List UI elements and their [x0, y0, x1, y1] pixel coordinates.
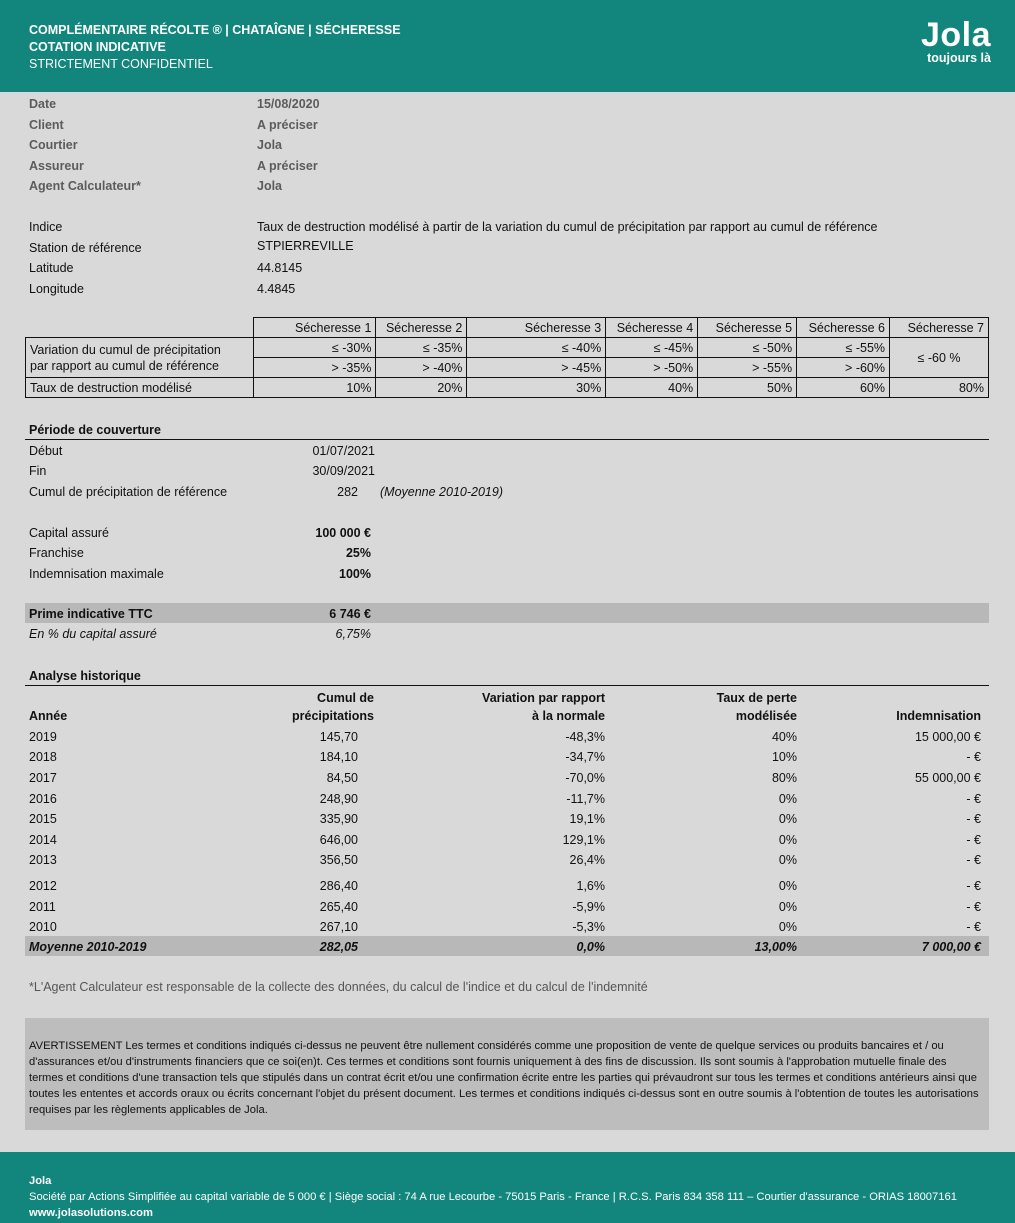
avg-var: 0,0% [576, 940, 605, 954]
row-cumul: 84,50 [326, 771, 358, 785]
row-year: 2010 [29, 920, 57, 934]
history-divider [25, 685, 989, 686]
upper-threshold-4: ≤ -45% [606, 338, 698, 358]
upper-threshold-1: ≤ -30% [253, 338, 376, 358]
col-var-header-2: à la normale [532, 709, 605, 723]
row-cumul: 286,40 [319, 879, 358, 893]
info-value-assureur: A préciser [257, 159, 318, 173]
header-secheresse-4: Sécheresse 4 [606, 318, 698, 338]
variation-label-line-2: par rapport au cumul de référence [30, 358, 219, 373]
row-indemnisation: 55 000,00 € [914, 771, 981, 785]
row-taux: 0% [778, 812, 797, 826]
info-label-date: Date [29, 97, 57, 111]
cumul-ref-note: (Moyenne 2010-2019) [380, 485, 503, 499]
header-secheresse-5: Sécheresse 5 [698, 318, 797, 338]
document-title: COMPLÉMENTAIRE RÉCOLTE ® | CHATAÎGNE | SÉCHERESSE [29, 23, 401, 37]
lower-threshold-6: > -60% [797, 358, 890, 378]
info-label-courtier: Courtier [29, 138, 78, 152]
footer-url[interactable]: www.jolasolutions.com [29, 1207, 153, 1219]
table-row [26, 338, 989, 358]
avg-cumul: 282,05 [319, 940, 358, 954]
row-taux: 40% [771, 730, 797, 744]
fin-value: 30/09/2021 [312, 464, 375, 478]
latitude-value: 44.8145 [257, 261, 303, 275]
col-var-header-1: Variation par rapport [482, 691, 605, 705]
header-titles [29, 22, 401, 73]
row-indemnisation: - € [966, 750, 981, 764]
cumul-ref-value: 282 [337, 485, 358, 499]
row-variation: -70,0% [565, 771, 605, 785]
index-value: Taux de destruction modélisé à partir de la variation du cumul de précipitation par rapport au cumul de référence [257, 220, 878, 234]
disclaimer-box: AVERTISSEMENT Les termes et conditions indiqués ci-dessus ne peuvent être nullement considérés comme une proposition de vente de quelque services ou produits bancaires et / ou d'assurances et/ou d'instruments financiers que ce soi(en)t. Ces termes et conditions sont fournis uniquement à des fins de discussion. Ils sont soumis à l'approbation mutuelle finale des termes et conditions d'une transaction tels que stipulés dans un contrat écrit et/ou une confirmation écrite entre les parties qui prévaudront sur tous les termes et conditions antérieurs ainsi que toutes les ententes et accords oraux ou écrits concernant l'objet du présent document. Les termes et conditions indiqués ci-dessus sont en outre soumis à l'obtention de toutes les autorisations requises par les règlements applicables de Jola. [25, 1018, 989, 1130]
upper-threshold-5: ≤ -50% [698, 338, 797, 358]
upper-threshold-6: ≤ -55% [797, 338, 890, 358]
fin-label: Fin [29, 464, 47, 478]
station-value: STPIERREVILLE [257, 239, 354, 253]
longitude-value: 4.4845 [257, 282, 296, 296]
debut-value: 01/07/2021 [312, 444, 375, 458]
taux-6: 60% [797, 378, 890, 398]
row-year: 2017 [29, 771, 57, 785]
logo-tagline: toujours là [927, 51, 991, 65]
row-cumul: 356,50 [319, 853, 358, 867]
history-title: Analyse historique [29, 669, 141, 683]
row-variation: 1,6% [576, 879, 605, 893]
lower-threshold-4: > -50% [606, 358, 698, 378]
row-variation: 26,4% [569, 853, 605, 867]
info-label-client: Client [29, 118, 64, 132]
header-secheresse-2: Sécheresse 2 [376, 318, 467, 338]
row-variation: -34,7% [565, 750, 605, 764]
row-cumul: 335,90 [319, 812, 358, 826]
info-value-courtier: Jola [257, 138, 283, 152]
taux-5: 50% [698, 378, 797, 398]
taux-row-label: Taux de destruction modélisé [26, 378, 254, 398]
variation-row-label [26, 338, 254, 378]
debut-label: Début [29, 444, 63, 458]
indem-max-value: 100% [339, 567, 371, 581]
row-cumul: 265,40 [319, 900, 358, 914]
row-taux: 10% [771, 750, 797, 764]
jola-logo [921, 18, 991, 65]
lower-threshold-5: > -55% [698, 358, 797, 378]
variation-label-line-1: Variation du cumul de précipitation [30, 342, 221, 357]
row-cumul: 646,00 [319, 833, 358, 847]
footer-legal: Société par Actions Simplifiée au capital variable de 5 000 € | Siège social : 74 A rue Lecourbe - 75015 Paris - France | R.C.S. Paris 834 358 111 – Courtier d'assurance - ORIAS 18007161 [29, 1191, 957, 1203]
row-taux: 0% [778, 853, 797, 867]
longitude-label: Longitude [29, 282, 84, 296]
latitude-label: Latitude [29, 261, 74, 275]
row-year: 2015 [29, 812, 57, 826]
logo-word: Jola [920, 16, 991, 54]
row-cumul: 184,10 [319, 750, 358, 764]
avg-year: Moyenne 2010-2019 [29, 940, 147, 954]
row-year: 2011 [29, 900, 56, 914]
franchise-value: 25% [345, 546, 371, 560]
row-indemnisation: - € [966, 900, 981, 914]
capital-value: 100 000 € [315, 526, 371, 540]
pct-capital-value: 6,75% [335, 627, 371, 641]
avg-indem: 7 000,00 € [921, 940, 981, 954]
upper-threshold-3: ≤ -40% [467, 338, 606, 358]
row-variation: 19,1% [569, 812, 605, 826]
row-indemnisation: - € [966, 879, 981, 893]
row-taux: 0% [778, 833, 797, 847]
col-taux-header-2: modélisée [735, 709, 797, 723]
lower-threshold-3: > -45% [467, 358, 606, 378]
row-taux: 0% [778, 792, 797, 806]
header-secheresse-3: Sécheresse 3 [467, 318, 606, 338]
station-label: Station de référence [29, 241, 142, 255]
row-taux: 0% [778, 900, 797, 914]
row-year: 2014 [29, 833, 57, 847]
taux-7: 80% [890, 378, 989, 398]
avg-taux: 13,00% [754, 940, 797, 954]
row-year: 2013 [29, 853, 57, 867]
header-secheresse-7: Sécheresse 7 [890, 318, 989, 338]
row-year: 2019 [29, 730, 57, 744]
row-year: 2018 [29, 750, 57, 764]
coverage-divider [25, 439, 989, 440]
col-cumul-header-2: précipitations [292, 709, 374, 723]
row-indemnisation: - € [966, 812, 981, 826]
col-taux-header-1: Taux de perte [716, 691, 797, 705]
footer-banner [0, 1152, 1015, 1223]
coverage-title: Période de couverture [29, 423, 161, 437]
document-subtitle: COTATION INDICATIVE [29, 40, 166, 54]
row-variation: -5,9% [572, 900, 605, 914]
row-cumul: 248,90 [319, 792, 358, 806]
col-year-header: Année [29, 709, 68, 723]
indem-max-label: Indemnisation maximale [29, 567, 164, 581]
row-cumul: 267,10 [319, 920, 358, 934]
lower-threshold-2: > -40% [376, 358, 467, 378]
row-indemnisation: - € [966, 833, 981, 847]
info-label-agent: Agent Calculateur* [29, 179, 141, 193]
taux-3: 30% [467, 378, 606, 398]
row-variation: -11,7% [566, 792, 605, 806]
threshold-7: ≤ -60 % [890, 338, 989, 378]
row-indemnisation: - € [966, 853, 981, 867]
row-indemnisation: - € [966, 792, 981, 806]
table-row [26, 378, 989, 398]
index-label: Indice [29, 220, 63, 234]
row-taux: 0% [778, 920, 797, 934]
taux-4: 40% [606, 378, 698, 398]
taux-1: 10% [253, 378, 376, 398]
franchise-label: Franchise [29, 546, 84, 560]
col-indem-header: Indemnisation [896, 709, 981, 723]
row-variation: -48,3% [565, 730, 605, 744]
table-row [26, 318, 989, 338]
header-banner [0, 0, 1015, 92]
prime-band [25, 603, 989, 623]
info-value-agent: Jola [257, 179, 283, 193]
confidentiality-label: STRICTEMENT CONFIDENTIEL [29, 57, 213, 71]
upper-threshold-2: ≤ -35% [376, 338, 467, 358]
drought-threshold-table [25, 317, 989, 398]
row-variation: 129,1% [562, 833, 605, 847]
header-secheresse-1: Sécheresse 1 [253, 318, 376, 338]
header-secheresse-6: Sécheresse 6 [797, 318, 890, 338]
row-indemnisation: - € [966, 920, 981, 934]
footnote: *L'Agent Calculateur est responsable de la collecte des données, du calcul de l'indice et du calcul de l'indemnité [29, 980, 648, 994]
cumul-ref-label: Cumul de précipitation de référence [29, 485, 228, 499]
prime-value: 6 746 € [329, 607, 371, 621]
lower-threshold-1: > -35% [253, 358, 376, 378]
average-band [25, 936, 989, 956]
info-label-assureur: Assureur [29, 159, 84, 173]
row-taux: 0% [778, 879, 797, 893]
prime-label: Prime indicative TTC [29, 607, 153, 621]
pct-capital-label: En % du capital assuré [29, 627, 157, 641]
info-value-client: A préciser [257, 118, 318, 132]
info-value-date: 15/08/2020 [257, 97, 320, 111]
col-cumul-header-1: Cumul de [317, 691, 374, 705]
row-year: 2016 [29, 792, 57, 806]
table-corner [26, 318, 254, 338]
row-variation: -5,3% [572, 920, 605, 934]
capital-label: Capital assuré [29, 526, 109, 540]
footer-company-name: Jola [29, 1175, 52, 1187]
row-taux: 80% [771, 771, 797, 785]
row-indemnisation: 15 000,00 € [914, 730, 981, 744]
row-cumul: 145,70 [319, 730, 358, 744]
row-year: 2012 [29, 879, 57, 893]
taux-2: 20% [376, 378, 467, 398]
